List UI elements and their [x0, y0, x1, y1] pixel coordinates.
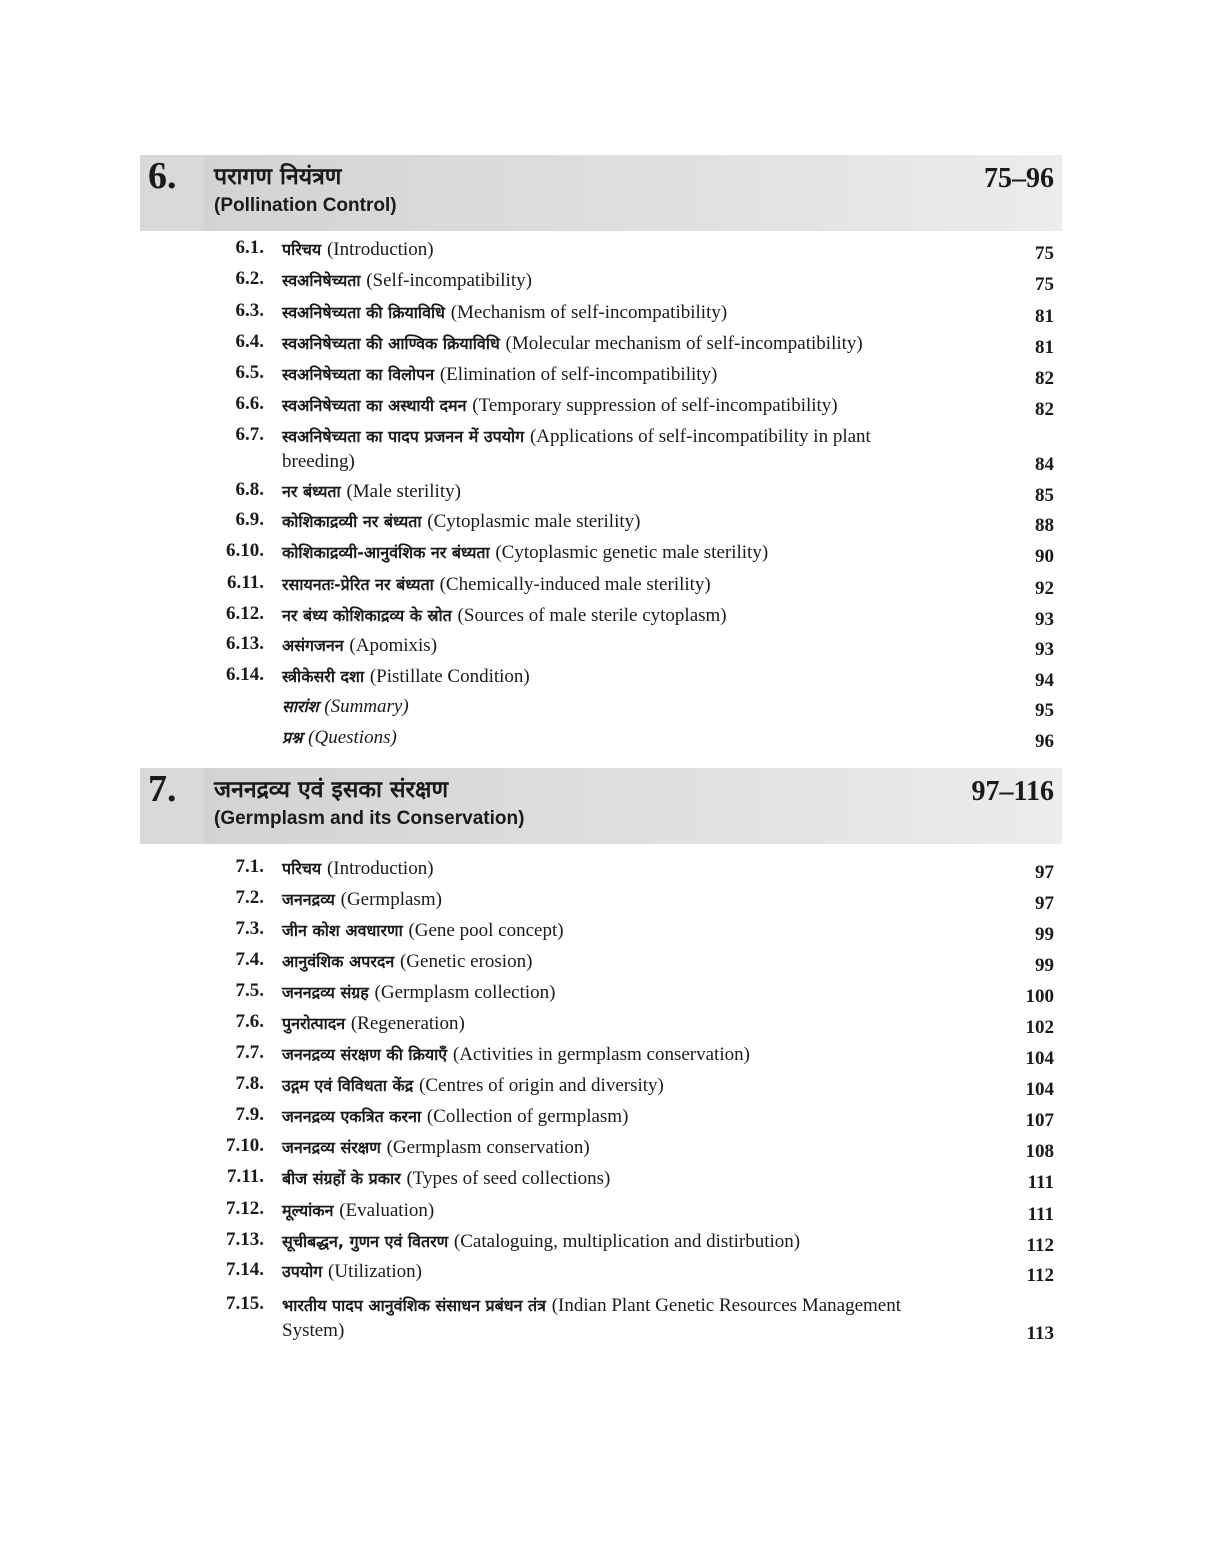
toc-entry: [0, 980, 1214, 1008]
entry-number: 6.7.: [235, 424, 264, 445]
entry-number: 7.7.: [235, 1042, 264, 1063]
entry-title-english: (Indian Plant Genetic Resources Management System): [282, 1295, 902, 1341]
entry-page-number: 112: [1026, 1265, 1054, 1286]
entry-title: [282, 1293, 942, 1343]
entry-number: 6.3.: [235, 300, 264, 321]
entry-title-english: (Introduction): [326, 858, 434, 879]
entry-title-hindi: रसायनतः-प्रेरित नर बंध्यता: [282, 575, 434, 594]
toc-entry: [0, 664, 1214, 692]
entry-page-number: 97: [1035, 893, 1054, 914]
entry-title-hindi: जननद्रव्य संरक्षण की क्रियाएँ: [282, 1045, 448, 1064]
entry-number: 7.11.: [227, 1166, 264, 1187]
entry-number: 6.4.: [235, 331, 264, 352]
entry-title-hindi: परिचय: [282, 240, 322, 259]
entry-title-english: (Male sterility): [346, 481, 461, 502]
entry-title-hindi: प्रश्न: [282, 728, 303, 747]
entry-title-english: (Pistillate Condition): [369, 666, 530, 687]
entry-title-english: (Sources of male sterile cytoplasm): [457, 605, 727, 626]
entry-title-english: (Questions): [308, 727, 397, 748]
entry-title: [282, 949, 942, 974]
entry-title-hindi: मूल्यांकन: [282, 1201, 334, 1220]
toc-entry: [0, 1135, 1214, 1163]
entry-title: [282, 1135, 942, 1160]
entry-page-number: 102: [1025, 1017, 1054, 1038]
entry-title-english: (Summary): [324, 696, 409, 717]
entry-number: 6.13.: [226, 633, 264, 654]
entry-page-number: 92: [1035, 578, 1054, 599]
entry-page-number: 104: [1025, 1079, 1054, 1100]
toc-entry: [0, 1229, 1214, 1257]
entry-title-english: (Cytoplasmic genetic male sterility): [495, 542, 769, 563]
entry-title: [282, 887, 942, 912]
toc-entry: [0, 1259, 1214, 1287]
chapter-7-header: [140, 768, 1062, 844]
chapter-number: 6.: [140, 155, 204, 231]
entry-title: [282, 1073, 942, 1098]
entry-title: [282, 509, 942, 534]
chapter-number: 7.: [140, 768, 204, 844]
entry-page-number: 93: [1035, 609, 1054, 630]
entry-title-hindi: स्वअनिषेच्यता: [282, 271, 361, 290]
entry-page-number: 97: [1035, 862, 1054, 883]
entry-page-number: 95: [1035, 700, 1054, 721]
entry-title-english: (Centres of origin and diversity): [419, 1075, 664, 1096]
entry-title-english: (Apomixis): [349, 635, 438, 656]
entry-number: 6.2.: [235, 268, 264, 289]
entry-title-english: (Types of seed collections): [406, 1168, 611, 1189]
entry-title: [282, 694, 942, 719]
entry-title-hindi: नर बंध्यता: [282, 482, 341, 501]
chapter-title-hindi: परागण नियंत्रण: [214, 164, 342, 190]
chapter-page-range: 75–96: [984, 163, 1054, 194]
entry-page-number: 99: [1035, 924, 1054, 945]
entry-number: 7.4.: [235, 949, 264, 970]
entry-title: [282, 393, 942, 418]
entry-title-hindi: जननद्रव्य संरक्षण: [282, 1138, 381, 1157]
toc-entry: [0, 393, 1214, 421]
entry-title: [282, 1229, 942, 1254]
entry-title-english: (Chemically-induced male sterility): [439, 574, 711, 595]
entry-title-hindi: जननद्रव्य संग्रह: [282, 983, 369, 1002]
entry-title-hindi: आनुवंशिक अपरदन: [282, 952, 395, 971]
entry-title: [282, 1166, 942, 1191]
toc-entry: [0, 509, 1214, 537]
entry-number: 6.14.: [226, 664, 264, 685]
entry-page-number: 81: [1035, 337, 1054, 358]
toc-entry: [0, 1011, 1214, 1039]
toc-entry: [0, 856, 1214, 884]
entry-title: [282, 1259, 942, 1284]
entry-title-english: (Utilization): [328, 1261, 422, 1282]
entry-page-number: 96: [1035, 731, 1054, 752]
entry-title-english: (Germplasm collection): [374, 982, 556, 1003]
entry-title-english: (Cytoplasmic male sterility): [427, 511, 641, 532]
entry-page-number: 75: [1035, 274, 1054, 295]
entry-number: 7.15.: [226, 1293, 264, 1314]
entry-title: [282, 479, 942, 504]
entry-number: 6.8.: [235, 479, 264, 500]
entry-title: [282, 300, 942, 325]
entry-number: 7.1.: [235, 856, 264, 877]
toc-entry: [0, 268, 1214, 296]
entry-number: 7.5.: [235, 980, 264, 1001]
toc-entry: [0, 1166, 1214, 1194]
entry-page-number: 90: [1035, 546, 1054, 567]
entry-page-number: 108: [1025, 1141, 1054, 1162]
entry-number: 6.9.: [235, 509, 264, 530]
entry-page-number: 82: [1035, 399, 1054, 420]
entry-title: [282, 856, 942, 881]
toc-entry: [0, 725, 1214, 753]
entry-number: 6.6.: [235, 393, 264, 414]
entry-title: [282, 237, 942, 262]
entry-title-hindi: कोशिकाद्रव्यी-आनुवंशिक नर बंध्यता: [282, 543, 490, 562]
entry-page-number: 111: [1027, 1172, 1054, 1193]
entry-page-number: 100: [1025, 986, 1054, 1007]
entry-title-hindi: सारांश: [282, 697, 319, 716]
toc-entry: [0, 1073, 1214, 1101]
entry-title-english: (Germplasm): [340, 889, 442, 910]
toc-entry: [0, 362, 1214, 390]
toc-entry: [0, 424, 1214, 476]
entry-title: [282, 540, 942, 565]
entry-page-number: 81: [1035, 306, 1054, 327]
toc-entry: [0, 237, 1214, 265]
entry-page-number: 82: [1035, 368, 1054, 389]
toc-entry: [0, 1042, 1214, 1070]
entry-number: 7.3.: [235, 918, 264, 939]
toc-entry: [0, 479, 1214, 507]
entry-number: 6.10.: [226, 540, 264, 561]
entry-title-hindi: स्वअनिषेच्यता का विलोपन: [282, 365, 435, 384]
entry-title-english: (Genetic erosion): [399, 951, 533, 972]
entry-page-number: 112: [1026, 1235, 1054, 1256]
entry-title: [282, 362, 942, 387]
entry-number: 6.11.: [227, 572, 264, 593]
entry-title: [282, 633, 942, 658]
toc-entry: [0, 918, 1214, 946]
entry-title-english: (Introduction): [326, 239, 434, 260]
entry-title-hindi: बीज संग्रहों के प्रकार: [282, 1169, 401, 1188]
entry-title-english: (Self-incompatibility): [366, 270, 532, 291]
entry-title: [282, 918, 942, 943]
entry-title-hindi: असंगजनन: [282, 636, 344, 655]
entry-title-hindi: पुनरोत्पादन: [282, 1014, 346, 1033]
entry-title-hindi: स्त्रीकेसरी दशा: [282, 667, 365, 686]
toc-entry: [0, 331, 1214, 359]
entry-page-number: 99: [1035, 955, 1054, 976]
toc-entry: [0, 1104, 1214, 1132]
entry-page-number: 104: [1025, 1048, 1054, 1069]
entry-page-number: 113: [1026, 1323, 1054, 1344]
entry-number: 7.2.: [235, 887, 264, 908]
entry-number: 7.8.: [235, 1073, 264, 1094]
entry-title-hindi: भारतीय पादप आनुवंशिक संसाधन प्रबंधन तंत्र: [282, 1296, 546, 1315]
toc-entry: [0, 633, 1214, 661]
entry-number: 6.12.: [226, 603, 264, 624]
entry-title-english: (Regeneration): [350, 1013, 465, 1034]
toc-entry: [0, 887, 1214, 915]
toc-entry: [0, 603, 1214, 631]
chapter-title-english: (Pollination Control): [214, 195, 397, 216]
entry-title-english: (Collection of germplasm): [426, 1106, 629, 1127]
entry-title: [282, 268, 942, 293]
toc-entry: [0, 572, 1214, 600]
toc-entry: [0, 1198, 1214, 1226]
toc-entry: [0, 300, 1214, 328]
entry-number: 7.12.: [226, 1198, 264, 1219]
entry-number: 7.6.: [235, 1011, 264, 1032]
entry-title-english: (Gene pool concept): [408, 920, 564, 941]
entry-title: [282, 572, 942, 597]
entry-page-number: 111: [1027, 1204, 1054, 1225]
entry-title: [282, 1198, 942, 1223]
entry-title-english: (Cataloguing, multiplication and distirbution): [453, 1231, 801, 1252]
entry-title-english: (Activities in germplasm conservation): [452, 1044, 750, 1065]
entry-title: [282, 664, 942, 689]
entry-title: [282, 1104, 942, 1129]
entry-title-hindi: जीन कोश अवधारणा: [282, 921, 403, 940]
entry-title-hindi: कोशिकाद्रव्यी नर बंध्यता: [282, 512, 422, 531]
entry-number: 6.5.: [235, 362, 264, 383]
entry-page-number: 85: [1035, 485, 1054, 506]
entry-page-number: 107: [1025, 1110, 1054, 1131]
entry-title-english: (Germplasm conservation): [386, 1137, 590, 1158]
entry-title-hindi: जननद्रव्य: [282, 890, 335, 909]
entry-page-number: 94: [1035, 670, 1054, 691]
entry-number: 6.1.: [235, 237, 264, 258]
chapter-6-header: [140, 155, 1062, 231]
entry-number: 7.10.: [226, 1135, 264, 1156]
entry-number: 7.13.: [226, 1229, 264, 1250]
toc-entry: [0, 1293, 1214, 1345]
entry-title-english: (Evaluation): [339, 1200, 435, 1221]
entry-number: 7.14.: [226, 1259, 264, 1280]
entry-title-hindi: उपयोग: [282, 1262, 323, 1281]
entry-title-hindi: जननद्रव्य एकत्रित करना: [282, 1107, 422, 1126]
toc-entry: [0, 540, 1214, 568]
entry-page-number: 93: [1035, 639, 1054, 660]
entry-title-hindi: उद्गम एवं विविधता केंद्र: [282, 1076, 414, 1095]
toc-entry: [0, 949, 1214, 977]
entry-page-number: 88: [1035, 515, 1054, 536]
entry-title: [282, 424, 942, 474]
entry-title: [282, 725, 942, 750]
entry-title-hindi: परिचय: [282, 859, 322, 878]
entry-title-english: (Elimination of self-incompatibility): [439, 364, 718, 385]
toc-entry: [0, 694, 1214, 722]
entry-title-hindi: स्वअनिषेच्यता की आण्विक क्रियाविधि: [282, 334, 500, 353]
entry-title-english: (Applications of self-incompatibility in plant breeding): [282, 426, 871, 472]
entry-title: [282, 603, 942, 628]
chapter-title-hindi: जननद्रव्य एवं इसका संरक्षण: [214, 777, 449, 803]
entry-title-english: (Mechanism of self-incompatibility): [450, 302, 728, 323]
entry-number: 7.9.: [235, 1104, 264, 1125]
entry-title: [282, 1042, 942, 1067]
entry-title: [282, 980, 942, 1005]
entry-title-english: (Temporary suppression of self-incompatibility): [472, 395, 838, 416]
entry-title-hindi: स्वअनिषेच्यता का पादप प्रजनन में उपयोग: [282, 427, 525, 446]
entry-title-hindi: सूचीबद्धन, गुणन एवं वितरण: [282, 1232, 449, 1251]
entry-title-hindi: स्वअनिषेच्यता का अस्थायी दमन: [282, 396, 467, 415]
entry-title-hindi: स्वअनिषेच्यता की क्रियाविधि: [282, 303, 445, 322]
entry-title-english: (Molecular mechanism of self-incompatibility): [505, 333, 863, 354]
entry-page-number: 84: [1035, 454, 1054, 475]
chapter-title-english: (Germplasm and its Conservation): [214, 808, 525, 829]
entry-title: [282, 1011, 942, 1036]
chapter-page-range: 97–116: [971, 776, 1054, 807]
entry-title-hindi: नर बंध्य कोशिकाद्रव्य के स्रोत: [282, 606, 452, 625]
entry-page-number: 75: [1035, 243, 1054, 264]
entry-title: [282, 331, 942, 356]
